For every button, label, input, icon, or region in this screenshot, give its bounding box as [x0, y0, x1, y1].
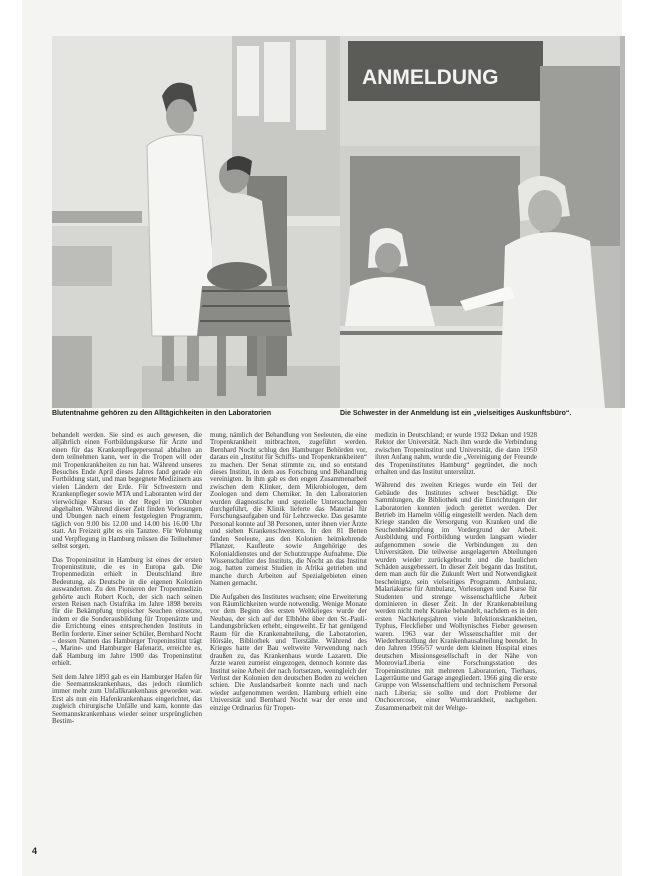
text-column-3: [375, 432, 537, 862]
page-binding-margin: [0, 0, 22, 876]
paragraph: Während des zweiten Krieges wurde ein Teil der Gebäude des Institutes schwer beschädigt. Die Sammlungen, die Bibliothek und die Einrichtungen der Laboratorien konnten jedoch gerettet werden. Der Betrieb im Hamelm völlig eingestellt werden. Nach dem Kriege standen die Versorgung von Kranken und die Seuchenbekämpfung im Vordergrund der Arbeit. Ausbildung und Fortbildung wurden langsam wieder aufgenommen sowie die Verbindungen zu den Universitäten. Die teilweise ausgelagerten Abteilungen wurden wieder zurückgebracht und die baulichen Schäden ausgebessert. In dieser Zeit begann das Institut, dem man auch für die Zukunft Wert und Notwendigkeit bescheinigte, sein vielseitiges Programm. Ambulanz, Malariakurse für Ambulanz, Vorlesungen und Kurse für Studenten und strenge wissenschaftliche Arbeit dominieren in dieser Zeit. In der Krankenabteilung werden nicht mehr Kranke behandelt, nachdem es in den ersten Nachkriegsjahren viele Infektionskrankheiten, Typhus, Fleckfieber und Wolhynisches Fieber gewesen waren. 1963 war der Wissenschaftler mit der Wiederherstellung der Krankenhausabteilung beendet. In den Jahren 1956/57 wurde dem kleinen Hospital eines deutschen Missionsgesellschaft in der Nähe von Monrovia/Liberia eine Forschungsstation des Tropeninstitutes mit mehreren Laboratorien, Tierhaus, Lagerräume und Garage angegliedert. 1966 ging die erste Gruppe von Wissenschaftlern und technischem Personal nach Liberia; sie sollte und dort Probleme der Onchocercose, einer Wurmkrankheit, nachgehen. Zusammenarbeit mit der Weltge-: [375, 481, 537, 712]
text-column-2: [210, 432, 367, 847]
photo-blood-sampling-image: [52, 36, 347, 408]
text-column-1: [52, 432, 202, 852]
paragraph: mung, nämlich der Behandlung von Seeleuten, die eine Tropenkrankheit mitbrachten, zugeführt werden. Bernhard Nocht schlug den Hamburger Behörden vor, daraus ein „Institut für Schiffs- und Tropenkrankheiten“ zu machen. Der Senat stimmte zu, und so entstand dieses Institut, in dem aus Forschung und Behandlung vereinigten. In ihm gab es den engen Zusammenarbeit zwischen dem Klinker, dem Mikrobiologen, dem Zoologen und dem Chemiker. In den Laboratorien wurden diagnostische und spezielle Untersuchungen durchgeführt, die Klinik lieferte das Material für Forschungsaufgaben und für Lehrzwecke. Das gesamte Personal konnte auf 38 Personen, unter ihnen vier Ärzte und sieben Krankenschwestern. In den 81 Betten fanden Seeleute, aus den Kolonien heimkehrende Pflanzer, Kaufleute sowie Angehörige des Kolonialdienstes und der Schutztruppe Aufnahme. Die Wissenschaftler des Instituts, die Nocht an das Institut zog, hatten zumeist Studien in Afrika getrieben und manche durch Arbeiten auf Spezialgebieten einen Namen gemacht.: [210, 432, 367, 588]
paragraph: medizin in Deutschland; er wurde 1932 Dekan und 1928 Rektor der Universität. Nach ihm wurde die Verbindung zwischen Tropeninstitut und Universität, die dann 1950 ihren Anfang nahm, wurde die „Vereinigung der Freunde des Tropeninstitutes Hamburg“ gegründet, die noch erhalten und das Institut unterstützt.: [375, 432, 537, 477]
page-number: 4: [32, 846, 38, 856]
caption-left: Blutentnahme gehören zu den Alltägichkeiten in den Laboratorien: [52, 410, 272, 417]
photo-blood-sampling: [52, 36, 347, 408]
caption-right: Die Schwester in der Anmeldung ist ein „vielseitiges Auskunftsbüro“.: [340, 410, 572, 417]
paragraph: Seit dem Jahre 1893 gab es ein Hamburger Hafen für die Seemannskrankenhaus, das jedoch räumlich immer mehr zum Unfallkrankenhaus geworden war. Erst als nun ein Hafenkrankenhaus eingerichtet, das zugleich chirurgische Unfälle und kam, konnte das Seemannskrankenhaus wieder seiner ursprünglichen Bestim-: [52, 672, 202, 726]
photo-registration-desk: [340, 36, 625, 408]
anmeldung-sign: ANMELDUNG: [362, 66, 499, 89]
paragraph: Die Aufgaben des Institutes wuchsen; eine Erweiterung von Räumlichkeiten wurde notwendig. Wenige Monate vor dem Beginn des ersten Weltkrieges wurde der Neubau, der sich auf der Elbhöhe über den St.-Pauli-Landungsbrücken erhebt, eingeweiht. Er hat genügend Raum für die Krankenabteilung, die Laboratorien, Hörsäle, Bibliothek und Tierställe. Während des Krieges hatte der Bau weltweite Verwendung nach draußen zu, das Krankenhaus wurde Lazarett. Die Ärzte waren zumeist eingezogen, dennoch konnte das Institut seine Arbeit der nach fortsetzen, wenngleich der Verlust der Kolonien den deutschen Boden zu weichen schien. Die Auslandsarbeit konnte nach und nach wieder aufgenommen werden. Hamburg erhielt eine Universität und Bernhard Nocht war der erste und einzige Ordinarius für Tropen-: [210, 592, 367, 712]
paragraph: behandelt werden. Sie sind es auch gewesen, die alljährlich einen Fortbildungskurse für Ärzte und einen für das Krankenpflegepersonal abhalten an dem teilnehmen kann, wer in die Tropen will oder mit Tropenkrankheiten zu tun hat. Während unseres Besuches Ende April dieses Jahres fand gerade ein Fortbildung statt, und man begegnete Medizinern aus vielen Ländern der Erde. Für Schwestern und Krankenpfleger sowie MTA und Laboranten wird der vierwöchige Kursus in der Regel im Oktober abgehalten. Während dieser Zeit finden Vorlesungen und Übungen nach einem festgelegten Programm, täglich von 9.00 bis 12.00 und 14.00 bis 16.00 Uhr statt. An Freizeit gibt es ein Tanztee. Für Wohnung und Verpflegung in Hamburg müssen die Teilnehmer selbst sorgen.: [52, 432, 202, 551]
photo-registration-desk-image: [340, 36, 620, 408]
paragraph: Das Tropeninstitut in Hamburg ist eines der ersten Tropeninstitute, die es in Europa gab. Die Tropenmedizin erhielt in Deutschland ihre Bedeutung, als Deutsche in die eigenen Kolonien auswanderten. Zu den Pionieren der Tropenmedizin gehörte auch Robert Koch, der sich nach seinen ersten Reisen nach Ostafrika im Jahre 1898 bereits für die Bekämpfung tropischer Seuchen einsetzte, indem er die Sonderausbildung für Tropenärzte und die Errichtung eines entsprechenden Instituts in Berlin forderte. Einer seiner Schüler, Bernhard Nocht – dessen Namen das Hamburger Tropeninstitut trägt –, Marine- und Hamburger Hafenarzt, erreichte es, daß Hamburg im Jahre 1900 das Tropeninstitut erhielt.: [52, 555, 202, 668]
